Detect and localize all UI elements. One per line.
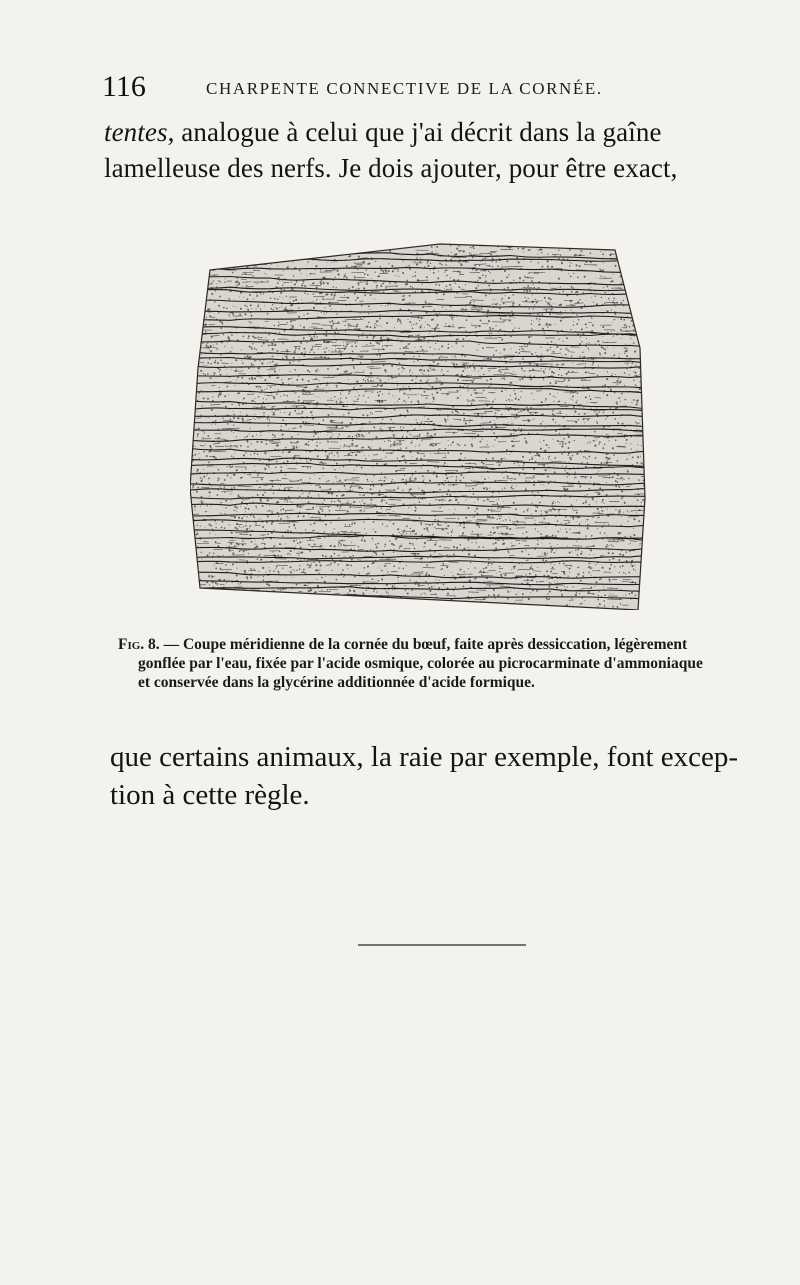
- italic-word: tentes: [104, 117, 168, 147]
- page-number: 116: [102, 70, 146, 103]
- caption-line-1: — Coupe méridienne de la cornée du bœuf, faite après dessiccation, légèrement: [159, 636, 688, 653]
- body-text-bottom: [110, 738, 738, 814]
- body-text-line-1-rest: , analogue à celui que j'ai décrit dans la gaîne: [167, 117, 662, 147]
- running-head: CHARPENTE CONNECTIVE DE LA CORNÉE.: [206, 79, 603, 98]
- body-text-line-1: [104, 117, 662, 148]
- figure-label: Fig. 8.: [118, 636, 160, 653]
- caption-line-2: gonflée par l'eau, fixée par l'acide osmique, colorée au picrocarminate d'ammoniaque: [138, 655, 703, 672]
- body-text-line-4: tion à cette règle.: [110, 779, 310, 811]
- engraving-texture: [190, 238, 650, 610]
- figure-engraving: [190, 238, 650, 610]
- body-text-line-3: que certains animaux, la raie par exemple, font excep-: [110, 741, 739, 773]
- body-text-line-2: lamelleuse des nerfs. Je dois ajouter, pour être exact,: [104, 153, 678, 183]
- bleed-through-rule: [358, 944, 526, 946]
- cornea-section-engraving: [190, 238, 650, 610]
- caption-line-3: et conservée dans la glycérine additionnée d'acide formique.: [138, 674, 535, 691]
- page-header: [102, 70, 702, 110]
- figure-caption: [118, 635, 768, 692]
